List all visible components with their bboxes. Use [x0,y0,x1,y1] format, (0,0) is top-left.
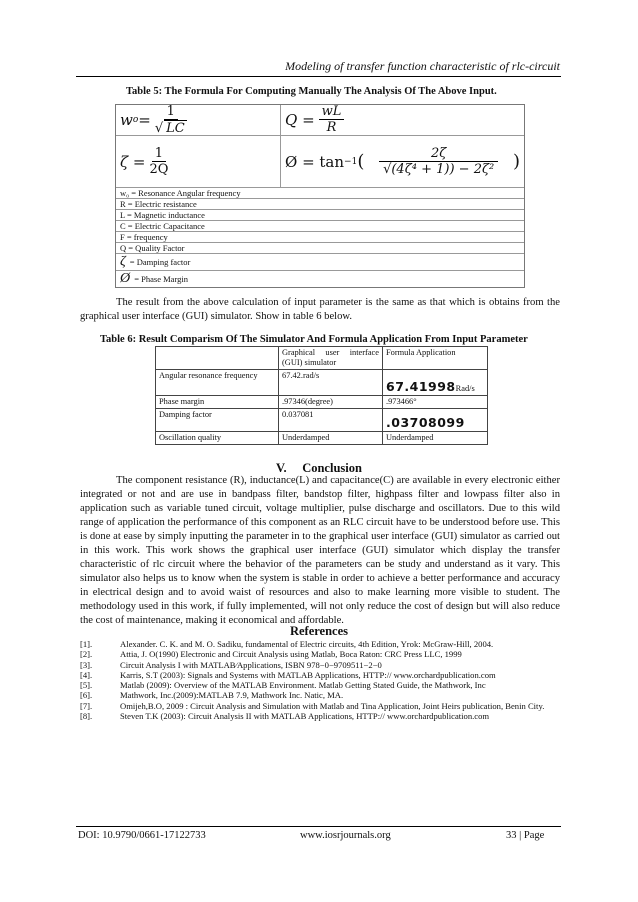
formula-zeta: ζ = $\frac{1}{2Q}$ [116,136,281,187]
definition-c: C = Electric Capacitance [116,221,524,232]
footer-doi: DOI: 10.9790/0661-17122733 [78,830,206,841]
formula-phi: Ø = tan −1 ( $\frac{2\zeta}{\text{√(4ζ⁴ + 1)) − 2ζ²}}$ ) [285,145,520,177]
list-item: [6]. Mathwork, Inc.(2009):MATLAB 7.9, Mathwork Inc. Natic, MA. [80,690,344,701]
table-row: Angular resonance frequency 67.42.rad/s 67.41998Rad/s [156,370,488,396]
formula-w0: w o = $\frac{1}{√ LC}$ [116,105,281,135]
table5 [115,104,525,288]
list-item: [1]. Alexander. C. K. and M. O. Sadiku, fundamental of Electric circuits, 4th Edition, Yrok: McGraw-Hill, 2004. [80,639,494,649]
list-item: [8]. Steven T.K (2003): Circuit Analysis II with MATLAB Applications, HTTP:// www.orchardpublication.com [80,711,490,722]
paragraph-results: The result from the above calculation of input parameter is the same as that which is obtains from the graphical user interface (GUI) simulator. Show in table 6 below. [80,297,560,322]
list-item: [7]. Omijeh,B.O, 2009 : Circuit Analysis and Simulation with Matlab and Tina Application, Joint Heirs publication, Benin City. [80,700,545,711]
header-rule [76,76,561,77]
running-header: Modeling of transfer function characteristic of rlc-circuit [285,59,560,73]
table5-caption: Table 5: The Formula For Computing Manually The Analysis Of The Above Input. [126,86,497,97]
table6 [155,346,488,445]
footer-website: www.iosrjournals.org [300,830,391,841]
formula-q: Q = $\frac{wL}{R}$ [281,105,524,135]
definition-r: R = Electric resistance [116,199,524,210]
list-item: [4]. Karris, S.T (2003): Signals and Systems with MATLAB Applications, HTTP:// www.orchardpublication.com [80,669,496,680]
references-heading: References [289,624,349,638]
definition-phi: Ø = Phase Margin [120,271,188,286]
table-row: Oscillation quality Underdamped Underdamped [156,432,488,445]
definition-q: Q = Quality Factor [116,243,524,254]
section-heading: V. Conclusion [276,461,362,475]
list-item: [2]. Attia, J. O(1990) Electronic and Circuit Analysis using Matlab, Boca Raton: CRC Press LLC, 1999 [80,649,462,660]
definition-zeta: ζ = Damping factor [116,254,524,271]
table6-caption: Table 6: Result Comparism Of The Simulator And Formula Application From Input Parameter [100,334,528,345]
references-list [80,639,544,721]
definition-l: L = Magnetic inductance [116,210,524,221]
table-row: Phase margin .97346(degree) .973466° [156,396,488,409]
list-item: [3]. Circuit Analysis I with MATLAB⁄Applications, ISBN 978−0−9709511−2−0 [80,659,382,670]
footer-rule [76,826,561,827]
conclusion-text: The component resistance (R), inductance(L) and capacitance(C) are available in every electronic either integrated or not and are use in bandpass filter, bandstop filter, highpass filter and lowpass filter also in application such as variable tuned circuit, voltage multiplier, pulse discharge and oscillators. Due to this wild range of application the performance of this component as an RLC circuit have to be understood before use. This is done at ease by simply inputting the parameter in to the graphical user interface (GUI) simulator as carried out in this work. This work shows the graphical user interface (GUI) simulator which display the transfer characteristic of rlc circuit where the behavior of the parameters can be study and understand as it vary. This simulator also helps us to know when the system is stable in order to achieve a better performance and accuracy in electrical design and to avoid waist of resources and also to make learning more visible to student. The methodology used in this work, if fully implemented, will not only reduce the cost of design but will also reduce the cost of maintenance, making it economical and affordable. [80,475,560,626]
list-item: [5]. Matlab (2009): Overview of the MATLAB Environment. Matlab Getting Stated Guide, the Mathwork, Inc [80,680,486,691]
table-row: Damping factor 0.037081 .03708099 [156,409,488,432]
definition-w0: w₀ = Resonance Angular frequency [116,188,524,199]
table6-header-row: Graphical user interface (GUI) simulator Formula Application [156,347,488,370]
footer-page-number: 33 | Page [506,830,545,841]
definition-f: F = frequency [116,232,524,243]
